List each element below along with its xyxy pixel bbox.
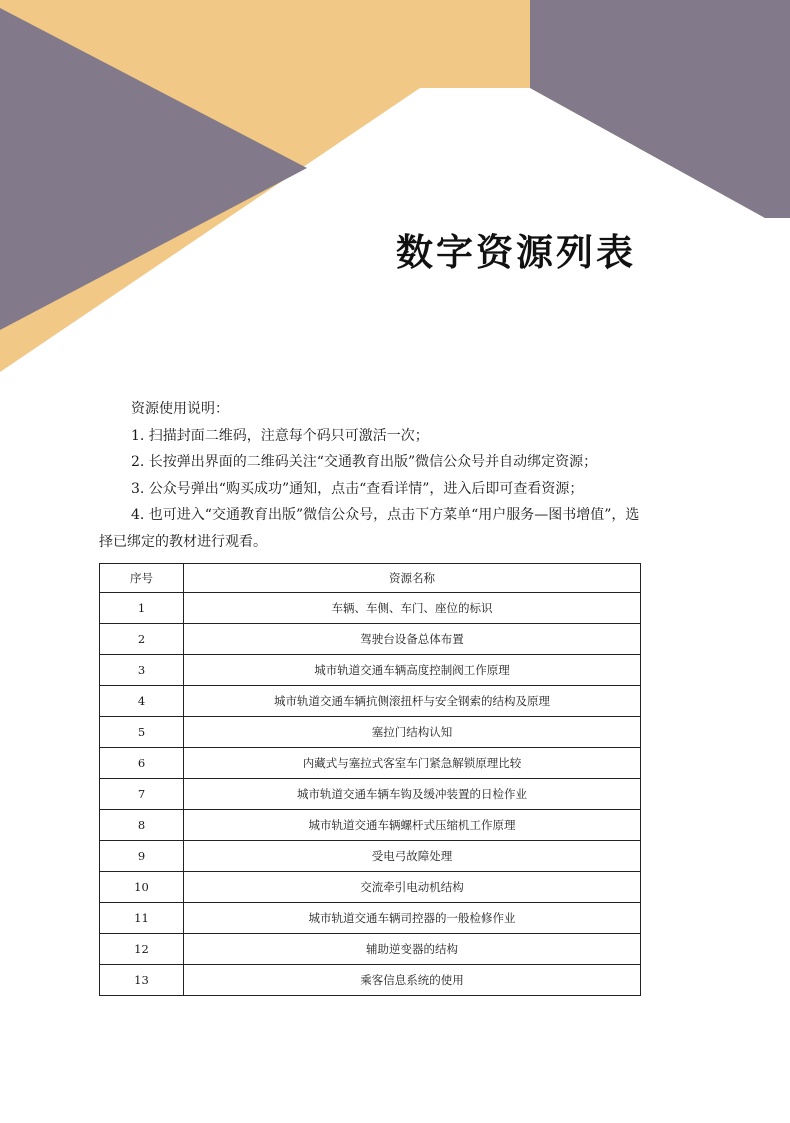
row-index: 7 xyxy=(100,779,184,810)
row-index: 9 xyxy=(100,841,184,872)
table-header-row xyxy=(100,564,641,593)
instructions-block xyxy=(99,396,641,555)
table-row xyxy=(100,841,641,872)
header-index: 序号 xyxy=(100,564,184,593)
table-row xyxy=(100,872,641,903)
instruction-item-1: 1. 扫描封面二维码，注意每个码只可激活一次； xyxy=(131,427,429,444)
row-resource-name: 受电弓故障处理 xyxy=(184,841,641,872)
table-row xyxy=(100,593,641,624)
row-resource-name: 内藏式与塞拉式客室车门紧急解锁原理比较 xyxy=(184,748,641,779)
page-title: 数字资源列表 xyxy=(396,231,636,274)
table-row xyxy=(100,686,641,717)
row-resource-name: 城市轨道交通车辆螺杆式压缩机工作原理 xyxy=(184,810,641,841)
table-row xyxy=(100,810,641,841)
row-index: 8 xyxy=(100,810,184,841)
row-resource-name: 城市轨道交通车辆车钩及缓冲装置的日检作业 xyxy=(184,779,641,810)
row-resource-name: 城市轨道交通车辆高度控制阀工作原理 xyxy=(184,655,641,686)
row-index: 11 xyxy=(100,903,184,934)
row-index: 2 xyxy=(100,624,184,655)
row-index: 3 xyxy=(100,655,184,686)
row-index: 6 xyxy=(100,748,184,779)
instruction-item-2: 2. 长按弹出界面的二维码关注“交通教育出版”微信公众号并自动绑定资源； xyxy=(131,454,598,470)
table-row xyxy=(100,624,641,655)
table-row xyxy=(100,779,641,810)
row-resource-name: 车辆、车侧、车门、座位的标识 xyxy=(184,593,641,624)
instruction-item-3: 3. 公众号弹出“购买成功”通知，点击“查看详情”，进入后即可查看资源； xyxy=(131,480,584,497)
row-resource-name: 辅助逆变器的结构 xyxy=(184,934,641,965)
table-row xyxy=(100,903,641,934)
row-resource-name: 交流牵引电动机结构 xyxy=(184,872,641,903)
table-row xyxy=(100,934,641,965)
row-resource-name: 城市轨道交通车辆司控器的一般检修作业 xyxy=(184,903,641,934)
row-resource-name: 塞拉门结构认知 xyxy=(184,717,641,748)
header-resource-name: 资源名称 xyxy=(184,564,641,593)
row-index: 5 xyxy=(100,717,184,748)
row-resource-name: 城市轨道交通车辆抗侧滚扭杆与安全钢索的结构及原理 xyxy=(184,686,641,717)
row-index: 4 xyxy=(100,686,184,717)
row-index: 1 xyxy=(100,593,184,624)
row-index: 10 xyxy=(100,872,184,903)
table-row xyxy=(100,655,641,686)
row-resource-name: 驾驶台设备总体布置 xyxy=(184,624,641,655)
table-row xyxy=(100,748,641,779)
row-resource-name: 乘客信息系统的使用 xyxy=(184,965,641,996)
instruction-item-4: 4. 也可进入“交通教育出版”微信公众号，点击下方菜单“用户服务—图书增值”，选择已绑定的教材进行观看。 xyxy=(99,507,640,550)
table-row xyxy=(100,717,641,748)
row-index: 13 xyxy=(100,965,184,996)
row-index: 12 xyxy=(100,934,184,965)
purple-quad-right xyxy=(530,0,790,218)
instructions-heading: 资源使用说明： xyxy=(131,401,229,417)
resource-table xyxy=(99,563,641,996)
table-row xyxy=(100,965,641,996)
